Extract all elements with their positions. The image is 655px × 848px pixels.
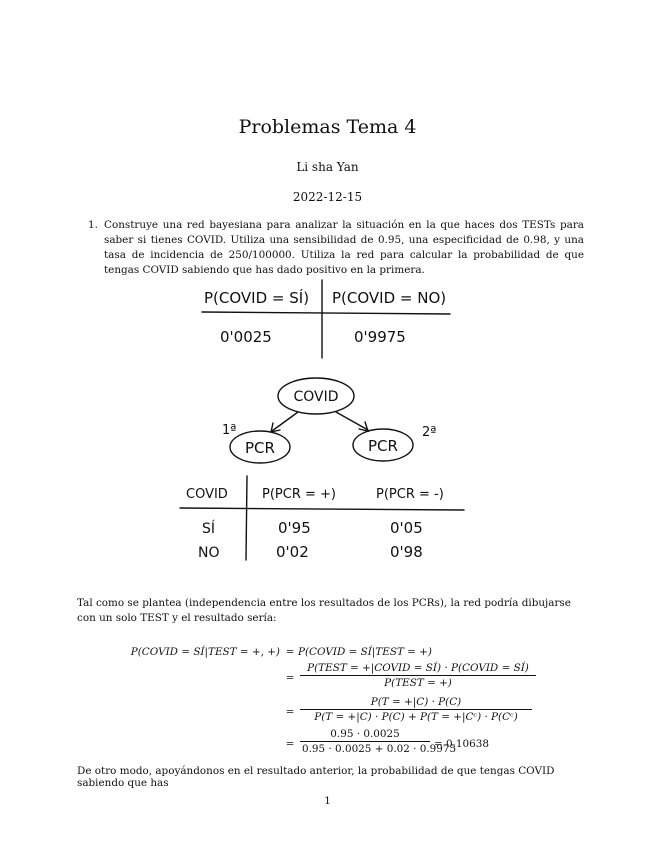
fraction-4-numerator: 0.95 · 0.0025 bbox=[330, 728, 400, 740]
equals-sign: = bbox=[285, 646, 295, 658]
prior-table-hline bbox=[202, 312, 450, 314]
handwritten-figure bbox=[160, 270, 480, 570]
fraction-2-denominator: P(TEST = +) bbox=[300, 675, 536, 689]
problem-text: Construye una red bayesiana para analizar la situación en la que haces dos TESTs para saber si tienes COVID. Utiliza una sensibilidad de 0.95, una especificidad de 0.98, y una tasa de incidencia de 250/100000. Utiliza la red para calcular la probabilidad de que tengas COVID sabiendo que has dado positivo en la primera. bbox=[104, 219, 584, 276]
body-paragraph: Tal como se plantea (independencia entre los resultados de los PCRs), la red podría dibujarse con un solo TEST y el resultado sería: bbox=[77, 597, 571, 624]
page-title: Problemas Tema 4 bbox=[238, 116, 417, 138]
cpt-row-no-label: NO bbox=[198, 545, 220, 561]
fraction-4 bbox=[300, 728, 457, 755]
prior-value-si: 0'0025 bbox=[220, 328, 272, 346]
equation-result: = 0.10638 bbox=[434, 738, 489, 750]
cpt-row-si-neg: 0'05 bbox=[390, 519, 423, 537]
pcr2-node-label: PCR bbox=[368, 437, 398, 455]
fraction-4-denominator: 0.95 · 0.0025 + 0.02 · 0.9975 bbox=[302, 743, 457, 755]
equation-line-2 bbox=[120, 662, 590, 696]
continuation-line: De otro modo, apoyándonos en el resultado anterior, la probabilidad de que tengas COVID sabiendo que has bbox=[77, 765, 555, 789]
problem-number: 1. bbox=[88, 219, 98, 231]
fraction-2-numerator: P(TEST = +|COVID = SÍ) · P(COVID = SÍ) bbox=[307, 662, 529, 674]
page-number: 1 bbox=[324, 795, 331, 807]
fraction-3-denominator: P(T = +|C) · P(C) + P(T = +|Cᶜ) · P(Cᶜ) bbox=[300, 709, 532, 723]
pcr1-order-label: 1ª bbox=[222, 423, 237, 438]
pcr2-order-label: 2ª bbox=[422, 425, 437, 440]
problem-statement bbox=[88, 218, 584, 278]
covid-node-label: COVID bbox=[293, 389, 339, 405]
cpt-header-covid: COVID bbox=[186, 487, 228, 502]
prior-value-no: 0'9975 bbox=[354, 328, 406, 346]
cpt-header-pos: P(PCR = +) bbox=[262, 487, 336, 502]
fraction-2 bbox=[300, 662, 536, 689]
equals-sign: = bbox=[285, 738, 295, 750]
fraction-3-numerator: P(T = +|C) · P(C) bbox=[370, 696, 462, 708]
author: Li sha Yan bbox=[296, 160, 359, 174]
cpt-header-neg: P(PCR = -) bbox=[376, 487, 444, 502]
cpt-table-hline bbox=[180, 508, 464, 510]
equation-lhs: P(COVID = SÍ|TEST = +, +) bbox=[130, 646, 280, 658]
cpt-table-vline bbox=[246, 476, 247, 560]
prior-header-si: P(COVID = SÍ) bbox=[204, 289, 310, 307]
cpt-row-no-pos: 0'02 bbox=[276, 543, 309, 561]
cpt-row-si-pos: 0'95 bbox=[278, 519, 311, 537]
date: 2022-12-15 bbox=[292, 190, 363, 204]
equation-line-4 bbox=[120, 728, 590, 762]
edge-covid-pcr2 bbox=[336, 412, 368, 430]
pcr1-node-label: PCR bbox=[245, 439, 275, 457]
equation-line-3 bbox=[120, 696, 590, 730]
equals-sign: = bbox=[285, 672, 295, 684]
equals-sign: = bbox=[285, 706, 295, 718]
prior-header-no: P(COVID = NO) bbox=[332, 289, 447, 307]
equation-rhs-1: P(COVID = SÍ|TEST = +) bbox=[298, 646, 432, 658]
fraction-3 bbox=[300, 696, 532, 723]
edge-covid-pcr1 bbox=[272, 412, 298, 431]
cpt-row-si-label: SÍ bbox=[202, 521, 216, 537]
cpt-row-no-neg: 0'98 bbox=[390, 543, 423, 561]
